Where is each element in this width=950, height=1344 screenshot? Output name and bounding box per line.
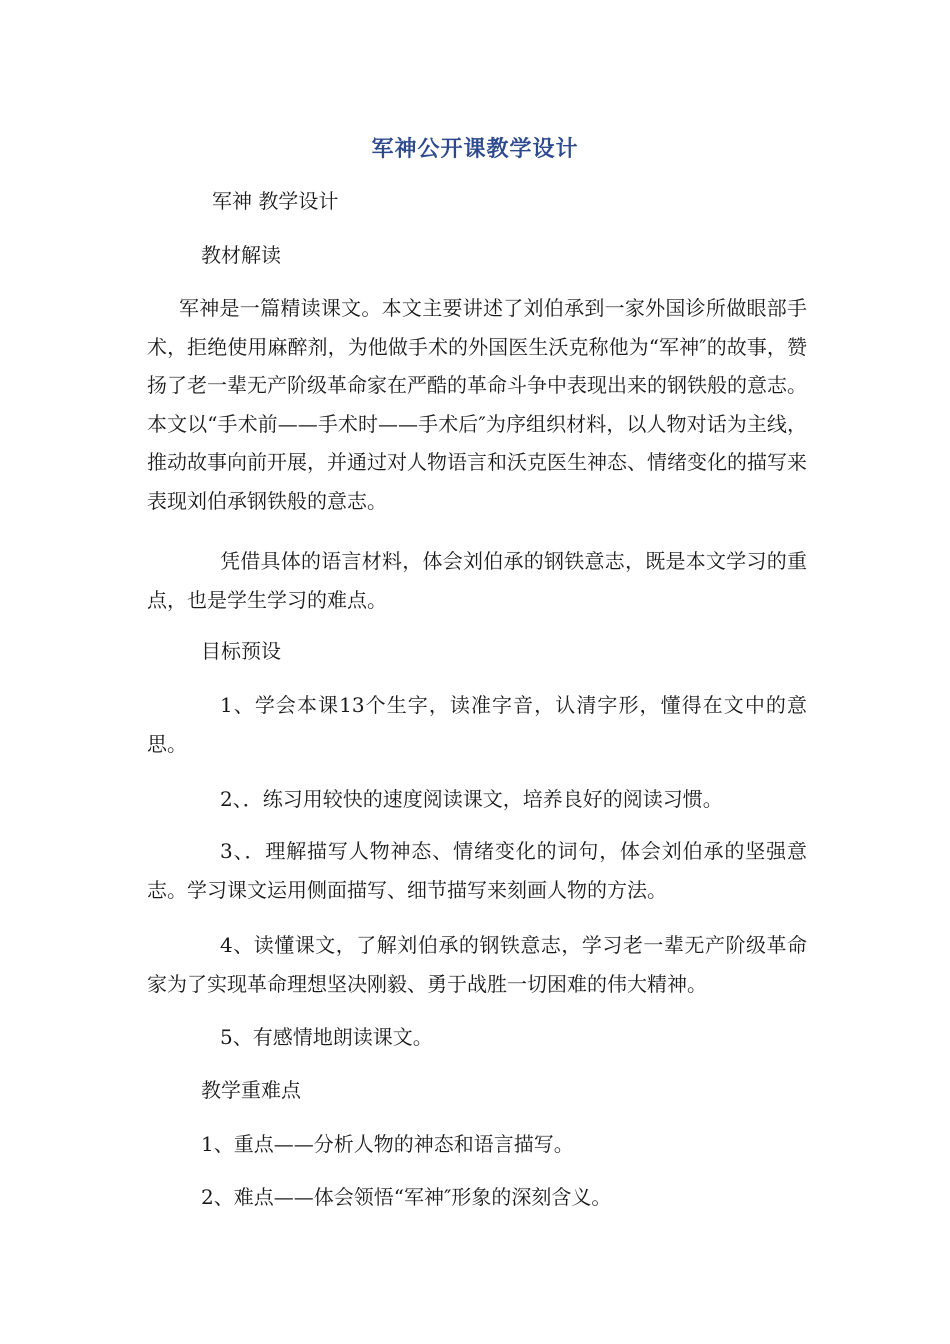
goal-item-1: 1、学会本课13个生字，读准字音，认清字形，懂得在文中的意思。: [147, 693, 807, 756]
goal-item-2: 2、．练习用较快的速度阅读课文，培养良好的阅读习惯。: [220, 787, 723, 811]
heading-material: 教材解读: [201, 243, 281, 267]
key-point-2: 2、难点——体会领悟“军神″形象的深刻含义。: [201, 1185, 612, 1209]
paragraph-material-2: 凭借具体的语言材料，体会刘伯承的钢铁意志，既是本文学习的重点，也是学生学习的难点。: [147, 549, 807, 612]
document-title: 军神公开课教学设计: [371, 137, 579, 162]
heading-goals: 目标预设: [201, 639, 281, 663]
goal-item-4: 4、读懂课文，了解刘伯承的钢铁意志，学习老一辈无产阶级革命家为了实现革命理想坚决刚毅、勇于战胜一切困难的伟大精神。: [147, 933, 807, 996]
key-point-1: 1、重点——分析人物的神态和语言描写。: [201, 1132, 574, 1156]
heading-key-points: 教学重难点: [201, 1078, 301, 1102]
paragraph-material-1: 军神是一篇精读课文。本文主要讲述了刘伯承到一家外国诊所做眼部手术，拒绝使用麻醉剂，为他做手术的外国医生沃克称他为“军神″的故事，赞扬了老一辈无产阶级革命家在严酷的革命斗争中表现出来的钢铁般的意志。本文以“手术前——手术时——手术后″为序组织材料，以人物对话为主线，推动故事向前开展，并通过对人物语言和沃克医生神态、情绪变化的描写来表现刘伯承钢铁般的意志。: [147, 296, 807, 513]
goal-item-5: 5、有感情地朗读课文。: [220, 1025, 433, 1049]
subtitle: 军神 教学设计: [212, 189, 339, 213]
goal-item-3: 3、．理解描写人物神态、情绪变化的词句，体会刘伯承的坚强意志。学习课文运用侧面描写、细节描写来刻画人物的方法。: [147, 839, 807, 902]
